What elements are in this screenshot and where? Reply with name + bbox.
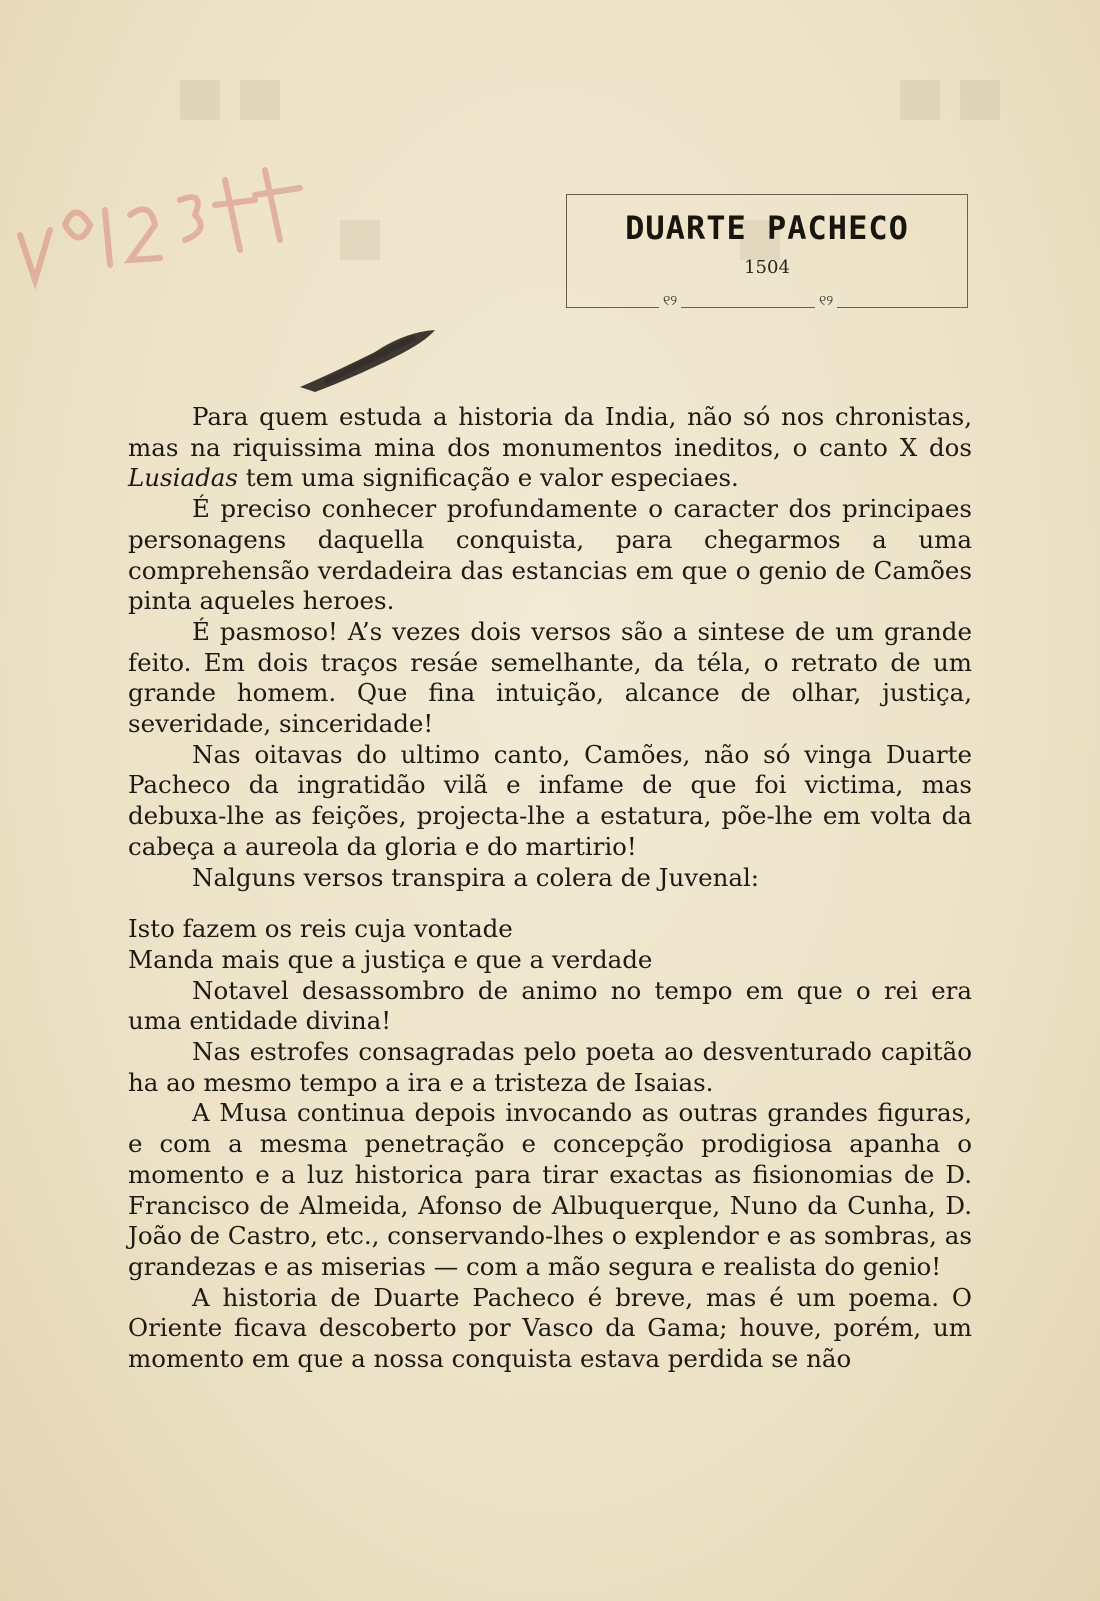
paragraph: Nas oitavas do ultimo canto, Camões, não só vinga Duarte Pacheco da ingratidão vilã e infame de que foi victima, mas debuxa-lhe as feições, projecta-lhe a estatura, põe-lhe em volta da cabeça a aureola da gloria e do martirio! <box>128 739 972 861</box>
verse-line: Manda mais que a justiça e que a verdade <box>128 944 653 974</box>
paragraph: Nas estrofes consagradas pelo poeta ao desventurado capitão ha ao mesmo tempo a ira e a tristeza de Isaias. <box>128 1037 972 1097</box>
italic-title: Lusiadas <box>128 463 238 493</box>
paragraph: Nalguns versos transpira a colera de Juvenal: <box>192 862 760 892</box>
paragraph: A Musa continua depois invocando as outras grandes figuras, e com a mesma penetração e concepção prodigiosa apanha o momento e a luz historica para tirar exactas as fisionomias de D. Francisco de Almeida, Afonso de Albuquerque, Nuno da Cunha, D. João de Castro, etc., conservando-lhes o explendor e as sombras, as grandezas e as miserias — com a mão segura e realista do genio! <box>128 1098 972 1281</box>
paragraph: É pasmoso! A’s vezes dois versos são a sintese de um grande feito. Em dois traços resáe semelhante, da téla, o retrato de um grande homem. Que fina intuição, alcance de olhar, justiça, severidade, sinceridade! <box>128 616 972 739</box>
chapter-year: 1504 <box>744 257 790 278</box>
paragraph: É preciso conhecer profundamente o caracter dos principaes personagens daquella conquista, para chegarmos a uma comprehensão verdadeira das estancias em que o genio de Camões pinta aqueles heroes. <box>128 494 972 616</box>
ornament-right: ୧୨ <box>815 293 837 309</box>
paragraph: Notavel desassombro de animo no tempo em que o rei era uma entidade divina! <box>128 975 972 1036</box>
paragraph: A historia de Duarte Pacheco é breve, mas é um poema. O Oriente ficava descoberto por Vasco da Gama; houve, porém, um momento em que a nossa conquista estava perdida se não <box>128 1282 972 1374</box>
paragraph: Para quem estuda a historia da India, não só nos chronistas, mas na riquissima mina dos monumentos ineditos, o canto X dos Lusiadas tem uma significação e valor especiaes. <box>128 402 972 493</box>
ornament-left: ୧୨ <box>659 293 681 309</box>
body-text <box>128 402 972 1375</box>
title-box <box>566 194 968 308</box>
library-stamp <box>10 140 310 290</box>
ink-smudge <box>295 322 445 397</box>
chapter-title: DUARTE PACHECO <box>625 209 909 247</box>
verse-line: Isto fazem os reis cuja vontade <box>128 914 513 944</box>
